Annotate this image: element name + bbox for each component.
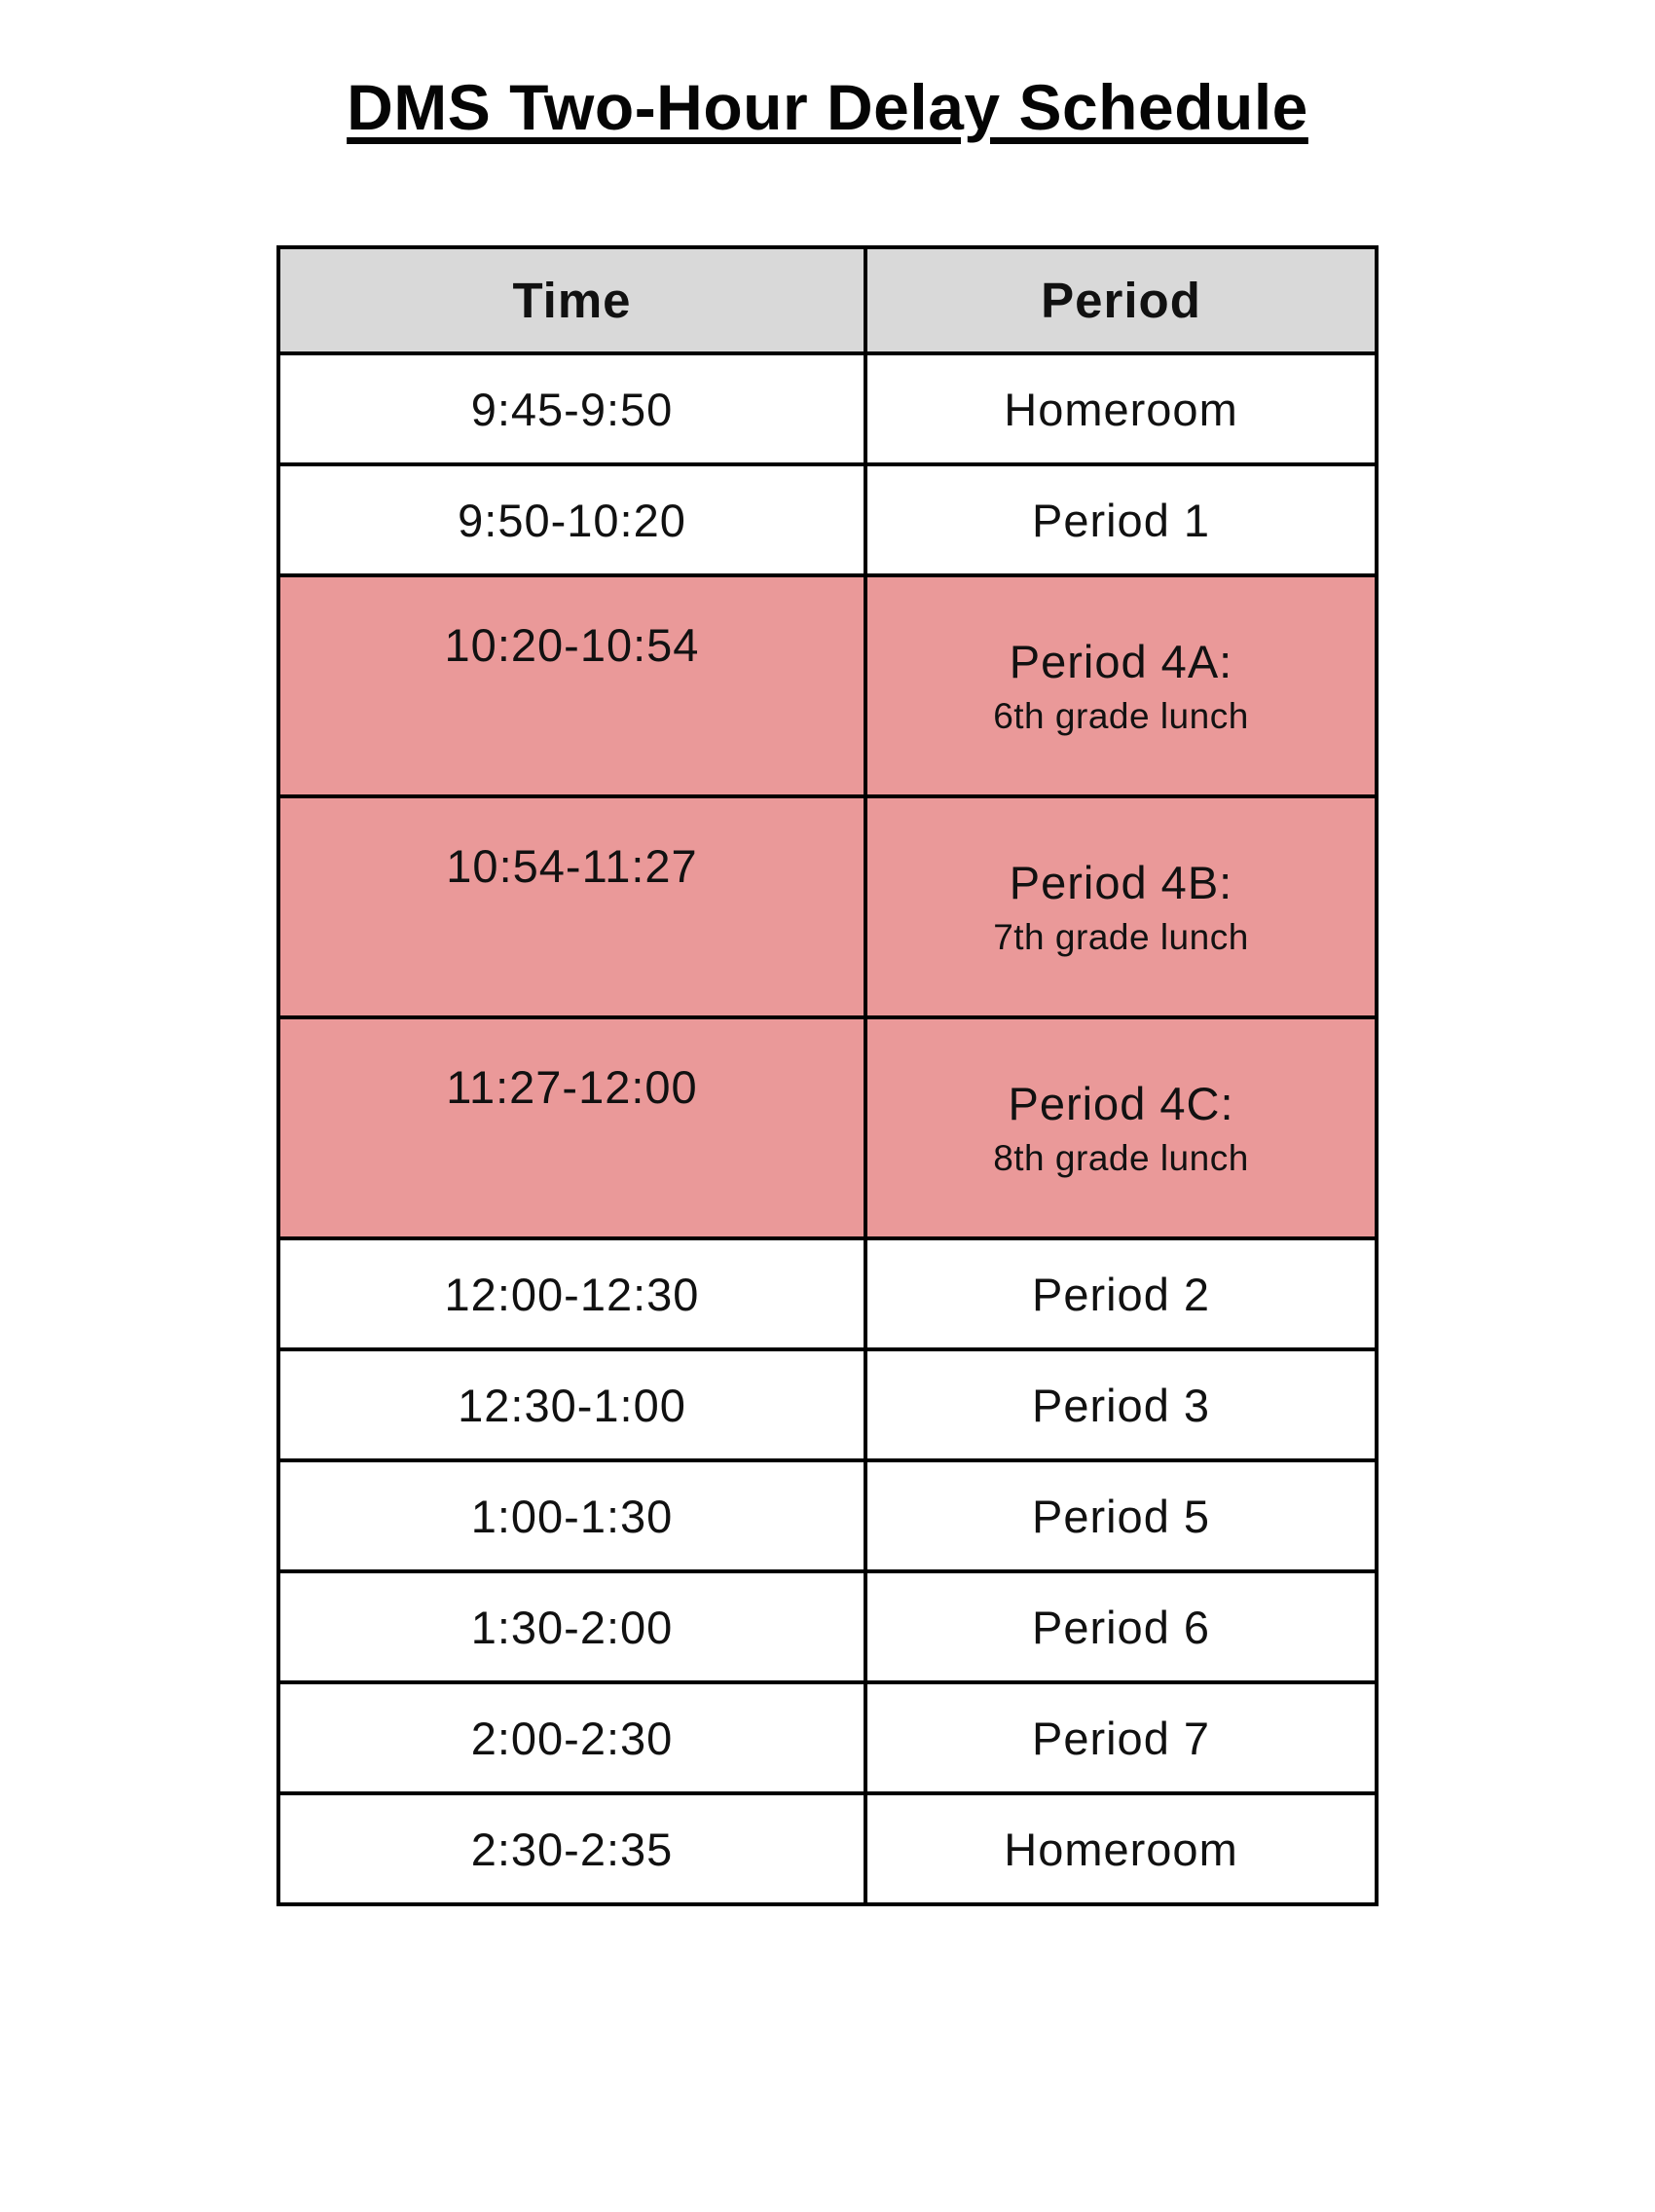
- time-cell: 12:30-1:00: [278, 1349, 865, 1460]
- period-cell: Period 5: [865, 1460, 1377, 1571]
- period-cell: [865, 1017, 1377, 1238]
- period-cell: Period 1: [865, 464, 1377, 575]
- column-header-time: Time: [278, 247, 865, 353]
- period-subtext: 8th grade lunch: [993, 1138, 1249, 1178]
- period-label: Period 4A:: [1009, 636, 1233, 687]
- time-cell: 10:20-10:54: [278, 575, 865, 796]
- time-cell: 10:54-11:27: [278, 796, 865, 1017]
- time-cell: 9:50-10:20: [278, 464, 865, 575]
- time-cell: 1:00-1:30: [278, 1460, 865, 1571]
- schedule-table: [276, 245, 1379, 1906]
- table-row: [278, 1349, 1377, 1460]
- period-cell: Period 2: [865, 1238, 1377, 1349]
- table-row: [278, 353, 1377, 464]
- table-row: [278, 1238, 1377, 1349]
- page-title: DMS Two-Hour Delay Schedule: [347, 71, 1308, 143]
- period-cell: Period 7: [865, 1682, 1377, 1793]
- table-row: [278, 464, 1377, 575]
- column-header-period: Period: [865, 247, 1377, 353]
- table-row: [278, 1460, 1377, 1571]
- period-cell: Period 6: [865, 1571, 1377, 1682]
- table-row-highlighted: [278, 575, 1377, 796]
- table-row-highlighted: [278, 796, 1377, 1017]
- table-row: [278, 1793, 1377, 1904]
- period-label: Period 4B:: [1009, 857, 1233, 908]
- table-row: [278, 1682, 1377, 1793]
- time-cell: 1:30-2:00: [278, 1571, 865, 1682]
- time-cell: 9:45-9:50: [278, 353, 865, 464]
- table-row: [278, 1571, 1377, 1682]
- period-cell: [865, 575, 1377, 796]
- table-header-row: [278, 247, 1377, 353]
- time-cell: 2:30-2:35: [278, 1793, 865, 1904]
- period-cell: Homeroom: [865, 1793, 1377, 1904]
- period-cell: Period 3: [865, 1349, 1377, 1460]
- period-subtext: 6th grade lunch: [993, 696, 1249, 736]
- time-cell: 2:00-2:30: [278, 1682, 865, 1793]
- period-cell: Homeroom: [865, 353, 1377, 464]
- table-row-highlighted: [278, 1017, 1377, 1238]
- time-cell: 11:27-12:00: [278, 1017, 865, 1238]
- period-subtext: 7th grade lunch: [993, 917, 1249, 957]
- time-cell: 12:00-12:30: [278, 1238, 865, 1349]
- period-label: Period 4C:: [1008, 1078, 1234, 1129]
- period-cell: [865, 796, 1377, 1017]
